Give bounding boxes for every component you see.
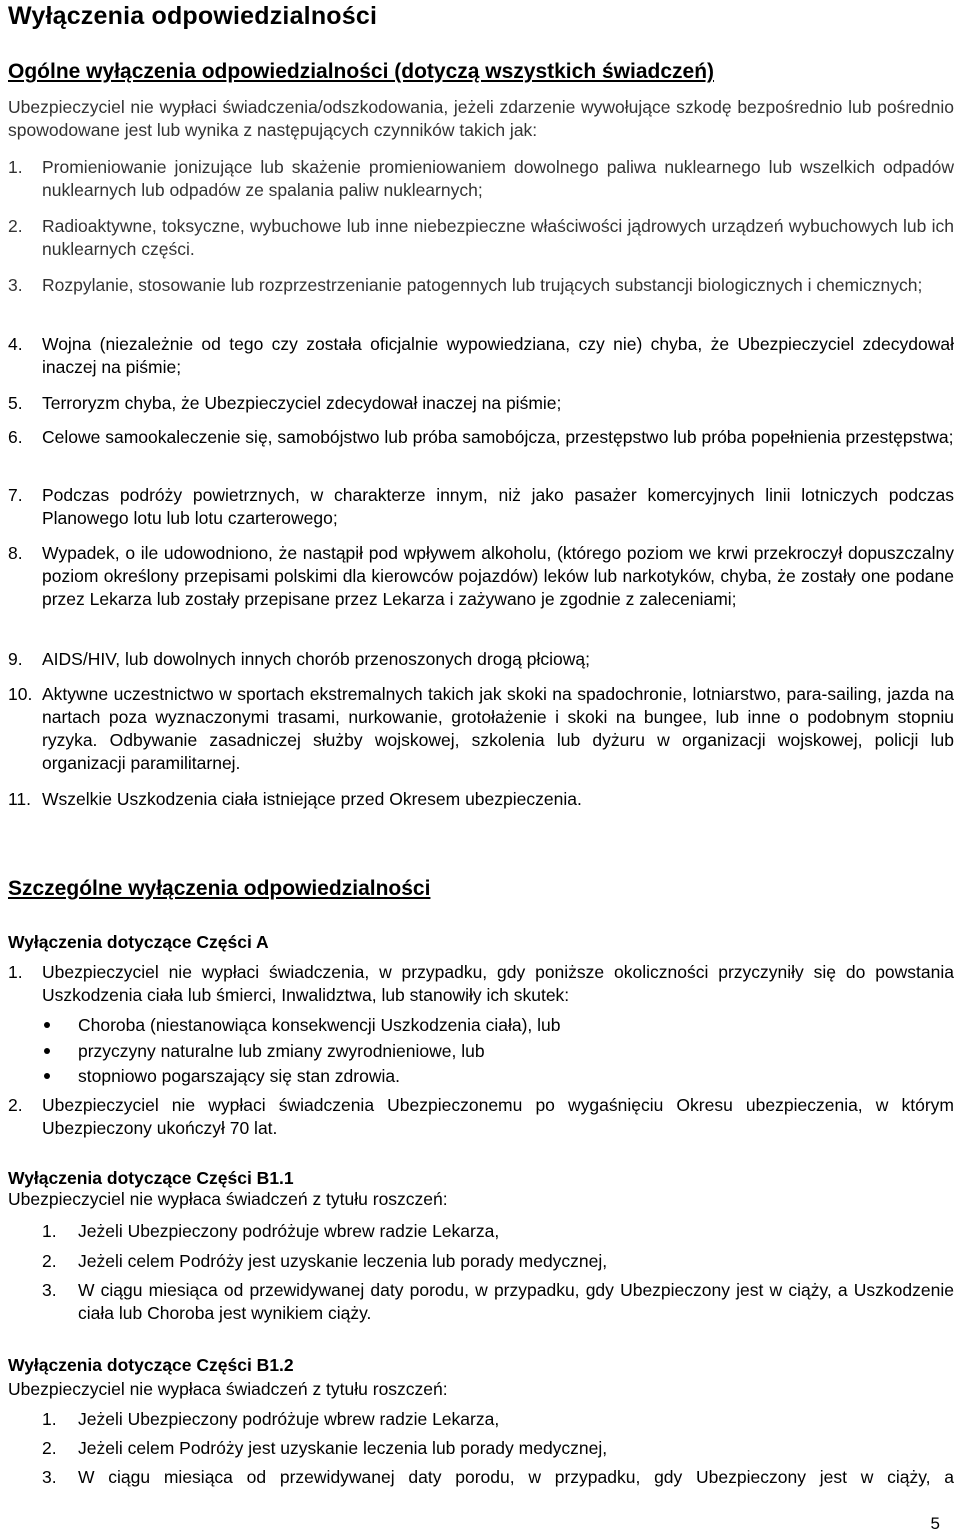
part-b11-intro: Ubezpieczyciel nie wypłaca świadczeń z tytułu roszczeń: <box>8 1189 448 1209</box>
general-item-4-text: Wojna (niezależnie od tego czy została oficjalnie wypowiedziana, czy nie) chyba, że Ubezpieczyciel zdecydował inaczej na piśmie; <box>42 334 954 377</box>
general-item-8-text: Wypadek, o ile udowodniono, że nastąpił pod wpływem alkoholu, (którego poziom we krwi przekroczył dopuszczalny poziom określony przepisami polskimi dla kierowców pojazdów) leków lub narkotyków, chyba, że zostały one podane przez Lekarza lub zostały przepisane przez Lekarza i zażywano je zgodnie z zaleceniami; <box>42 543 954 609</box>
general-item-7-text: Podczas podróży powietrznych, w charakterze innym, niż jako pasażer komercyjnych linii lotniczych podczas Planowego lotu lub lotu czarterowego; <box>42 485 954 528</box>
part-b11-item-2-number: 2. <box>42 1251 57 1271</box>
part-a-heading: Wyłączenia dotyczące Części A <box>8 932 269 952</box>
part-a-item-2-text: Ubezpieczyciel nie wypłaci świadczenia Ubezpieczonemu po wygaśnięciu Okresu ubezpieczenia, w którym Ubezpieczony ukończył 70 lat. <box>42 1095 954 1138</box>
general-item-10-number: 10. <box>8 684 33 704</box>
general-item-3-text: Rozpylanie, stosowanie lub rozprzestrzenianie patogennych lub trujących substancji biologicznych i chemicznych; <box>42 275 923 295</box>
part-b11-item-3-text: W ciągu miesiąca od przewidywanej daty porodu, w przypadku, gdy Ubezpieczony jest w ciąży, a Uszkodzenie ciała lub Choroba jest wynikiem ciąży. <box>78 1280 954 1323</box>
part-b12-intro: Ubezpieczyciel nie wypłaca świadczeń z tytułu roszczeń: <box>8 1379 448 1399</box>
part-a-bullet-3: stopniowo pogarszający się stan zdrowia. <box>78 1066 400 1086</box>
part-b12-item-1-number: 1. <box>42 1409 57 1429</box>
part-b12-item-2-number: 2. <box>42 1438 57 1458</box>
part-a-item-1-text: Ubezpieczyciel nie wypłaci świadczenia, w przypadku, gdy poniższe okoliczności przyczyniły się do powstania Uszkodzenia ciała lub śmierci, Inwalidztwa, lub stanowiły ich skutek: <box>42 962 954 1005</box>
general-item-8-number: 8. <box>8 543 23 563</box>
general-item-1-text: Promieniowanie jonizujące lub skażenie promieniowaniem dowolnego paliwa nuklearnego lub wszelkich odpadów nuklearnych lub odpadów ze spalania paliw nuklearnych; <box>42 157 954 200</box>
page-number: 5 <box>930 1514 940 1533</box>
general-heading: Ogólne wyłączenia odpowiedzialności (dotyczą wszystkich świadczeń) <box>8 60 715 83</box>
general-item-4-number: 4. <box>8 334 23 354</box>
general-item-3-number: 3. <box>8 275 23 295</box>
part-b12-item-3-text: W ciągu miesiąca od przewidywanej daty porodu, w przypadku, gdy Ubezpieczony jest w ciąży, a <box>78 1467 954 1487</box>
part-b12-item-3-number: 3. <box>42 1467 57 1487</box>
general-item-2-number: 2. <box>8 216 23 236</box>
part-b12-item-2-text: Jeżeli celem Podróży jest uzyskanie leczenia lub porady medycznej, <box>78 1438 608 1458</box>
part-b12-heading: Wyłączenia dotyczące Części B1.2 <box>8 1355 294 1375</box>
part-b11-item-1-text: Jeżeli Ubezpieczony podróżuje wbrew radzie Lekarza, <box>78 1221 500 1241</box>
bullet-icon <box>44 1022 50 1028</box>
general-item-7-number: 7. <box>8 485 23 505</box>
part-b11-item-3-number: 3. <box>42 1280 57 1300</box>
page-title: Wyłączenia odpowiedzialności <box>8 2 378 30</box>
part-b12-item-1-text: Jeżeli Ubezpieczony podróżuje wbrew radzie Lekarza, <box>78 1409 500 1429</box>
part-b11-item-1-number: 1. <box>42 1221 57 1241</box>
general-item-9-number: 9. <box>8 649 23 669</box>
part-a-item-2-number: 2. <box>8 1095 23 1115</box>
special-heading: Szczególne wyłączenia odpowiedzialności <box>8 877 431 900</box>
general-item-11-number: 11. <box>8 789 32 809</box>
general-item-6-number: 6. <box>8 427 23 447</box>
general-intro: Ubezpieczyciel nie wypłaci świadczenia/odszkodowania, jeżeli zdarzenie wywołujące szkodę bezpośrednio lub pośrednio spowodowane jest lub wynika z następujących czynników takich jak: <box>8 97 954 140</box>
general-item-5-number: 5. <box>8 393 23 413</box>
general-item-5-text: Terroryzm chyba, że Ubezpieczyciel zdecydował inaczej na piśmie; <box>42 393 562 413</box>
general-item-10-text: Aktywne uczestnictwo w sportach ekstremalnych takich jak skoki na spadochronie, lotniarstwo, para-sailing, jazda na nartach poza wyznaczonymi trasami, nurkowanie, grotołażenie i skoki na bungee, lub inne o podobnym stopniu ryzyka. Odbywanie zasadniczej służby wojskowej, szkolenia lub dyżuru w organizacji wojskowej, policji lub organizacji paramilitarnej. <box>42 684 954 773</box>
part-a-bullet-2: przyczyny naturalne lub zmiany zwyrodnieniowe, lub <box>78 1041 485 1061</box>
bullet-icon <box>44 1048 50 1054</box>
general-item-1-number: 1. <box>8 157 23 177</box>
part-b11-item-2-text: Jeżeli celem Podróży jest uzyskanie leczenia lub porady medycznej, <box>78 1251 608 1271</box>
part-b11-heading: Wyłączenia dotyczące Części B1.1 <box>8 1168 294 1188</box>
bullet-icon <box>44 1073 50 1079</box>
general-item-6-text: Celowe samookaleczenie się, samobójstwo lub próba samobójcza, przestępstwo lub próba popełnienia przestępstwa; <box>42 427 954 447</box>
general-item-2-text: Radioaktywne, toksyczne, wybuchowe lub inne niebezpieczne właściwości jądrowych urządzeń wybuchowych lub ich nuklearnych części. <box>42 216 954 259</box>
general-item-9-text: AIDS/HIV, lub dowolnych innych chorób przenoszonych drogą płciową; <box>42 649 590 669</box>
part-a-bullet-1: Choroba (niestanowiąca konsekwencji Uszkodzenia ciała), lub <box>78 1015 561 1035</box>
general-item-11-text: Wszelkie Uszkodzenia ciała istniejące przed Okresem ubezpieczenia. <box>42 789 582 809</box>
part-a-item-1-number: 1. <box>8 962 23 982</box>
